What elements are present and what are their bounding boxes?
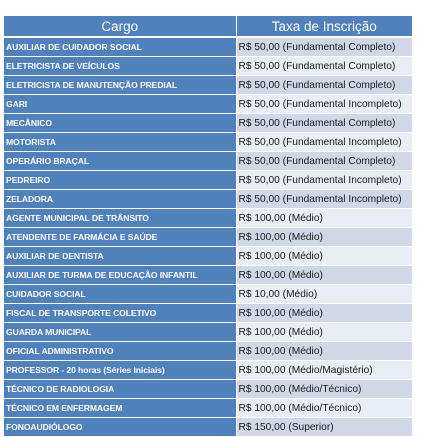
cargo-cell: TÉCNICO EM ENFERMAGEM [4, 399, 236, 418]
table-row [4, 95, 412, 114]
table-row [4, 361, 412, 380]
taxa-cell: R$ 100,00 (Médio) [236, 228, 412, 247]
table-row [4, 228, 412, 247]
cargo-cell: ELETRICISTA DE VEÍCULOS [4, 57, 236, 76]
table-header [4, 16, 412, 37]
table-row [4, 133, 412, 152]
cargo-cell: OFICIAL ADMINISTRATIVO [4, 342, 236, 361]
table-row [4, 285, 412, 304]
cargo-cell: PROFESSOR - 20 horas (Séries Iniciais) [4, 361, 236, 380]
table-row [4, 76, 412, 95]
taxa-cell: R$ 100,00 (Médio) [236, 266, 412, 285]
table-row [4, 37, 412, 57]
cargo-cell: CUIDADOR SOCIAL [4, 285, 236, 304]
taxa-cell: R$ 100,00 (Médio) [236, 304, 412, 323]
cargo-cell: PEDREIRO [4, 171, 236, 190]
cargo-cell: GARI [4, 95, 236, 114]
cargo-cell: AUXILIAR DE DENTISTA [4, 247, 236, 266]
taxa-cell: R$ 50,00 (Fundamental Incompleto) [236, 190, 412, 209]
cargo-cell: ATENDENTE DE FARMÁCIA E SAÚDE [4, 228, 236, 247]
table-row [4, 323, 412, 342]
table-row [4, 304, 412, 323]
table-row [4, 380, 412, 399]
table-row [4, 266, 412, 285]
taxa-cell: R$ 50,00 (Fundamental Completo) [236, 76, 412, 95]
taxa-cell: R$ 50,00 (Fundamental Completo) [236, 114, 412, 133]
taxa-cell: R$ 100,00 (Médio) [236, 342, 412, 361]
taxa-cell: R$ 50,00 (Fundamental Incompleto) [236, 95, 412, 114]
taxa-cell: R$ 100,00 (Médio) [236, 323, 412, 342]
cargo-cell: FISCAL DE TRANSPORTE COLETIVO [4, 304, 236, 323]
taxa-cell: R$ 150,00 (Superior) [236, 418, 412, 437]
table-body [4, 37, 412, 437]
fee-table [4, 16, 412, 437]
table-row [4, 114, 412, 133]
cargo-cell: MOTORISTA [4, 133, 236, 152]
table-row [4, 190, 412, 209]
taxa-cell: R$ 10,00 (Médio) [236, 285, 412, 304]
taxa-cell: R$ 50,00 (Fundamental Completo) [236, 37, 412, 57]
taxa-cell: R$ 100,00 (Médio/Magistério) [236, 361, 412, 380]
cargo-cell: ZELADORA [4, 190, 236, 209]
cargo-cell: OPERÁRIO BRAÇAL [4, 152, 236, 171]
cargo-cell: AUXILIAR DE CUIDADOR SOCIAL [4, 37, 236, 57]
header-cargo: Cargo [4, 16, 236, 37]
taxa-cell: R$ 50,00 (Fundamental Incompleto) [236, 171, 412, 190]
header-row [4, 16, 412, 37]
taxa-cell: R$ 100,00 (Médio/Técnico) [236, 399, 412, 418]
cargo-cell: GUARDA MUNICIPAL [4, 323, 236, 342]
cargo-cell: ELETRICISTA DE MANUTENÇÃO PREDIAL [4, 76, 236, 95]
cargo-cell: AGENTE MUNICIPAL DE TRÂNSITO [4, 209, 236, 228]
cargo-cell: AUXILIAR DE TURMA DE EDUCAÇÃO INFANTIL [4, 266, 236, 285]
table-row [4, 247, 412, 266]
cargo-cell: FONOAUDIÓLOGO [4, 418, 236, 437]
taxa-cell: R$ 50,00 (Fundamental Completo) [236, 57, 412, 76]
table-row [4, 399, 412, 418]
taxa-cell: R$ 100,00 (Médio) [236, 247, 412, 266]
table-row [4, 209, 412, 228]
table-row [4, 342, 412, 361]
taxa-cell: R$ 50,00 (Fundamental Incompleto) [236, 133, 412, 152]
header-taxa: Taxa de Inscrição [236, 16, 412, 37]
table-row [4, 57, 412, 76]
table-row [4, 152, 412, 171]
taxa-cell: R$ 50,00 (Fundamental Completo) [236, 152, 412, 171]
taxa-cell: R$ 100,00 (Médio/Técnico) [236, 380, 412, 399]
cargo-cell: TÉCNICO DE RADIOLOGIA [4, 380, 236, 399]
cargo-cell: MECÂNICO [4, 114, 236, 133]
table-row [4, 171, 412, 190]
table-row [4, 418, 412, 437]
taxa-cell: R$ 100,00 (Médio) [236, 209, 412, 228]
